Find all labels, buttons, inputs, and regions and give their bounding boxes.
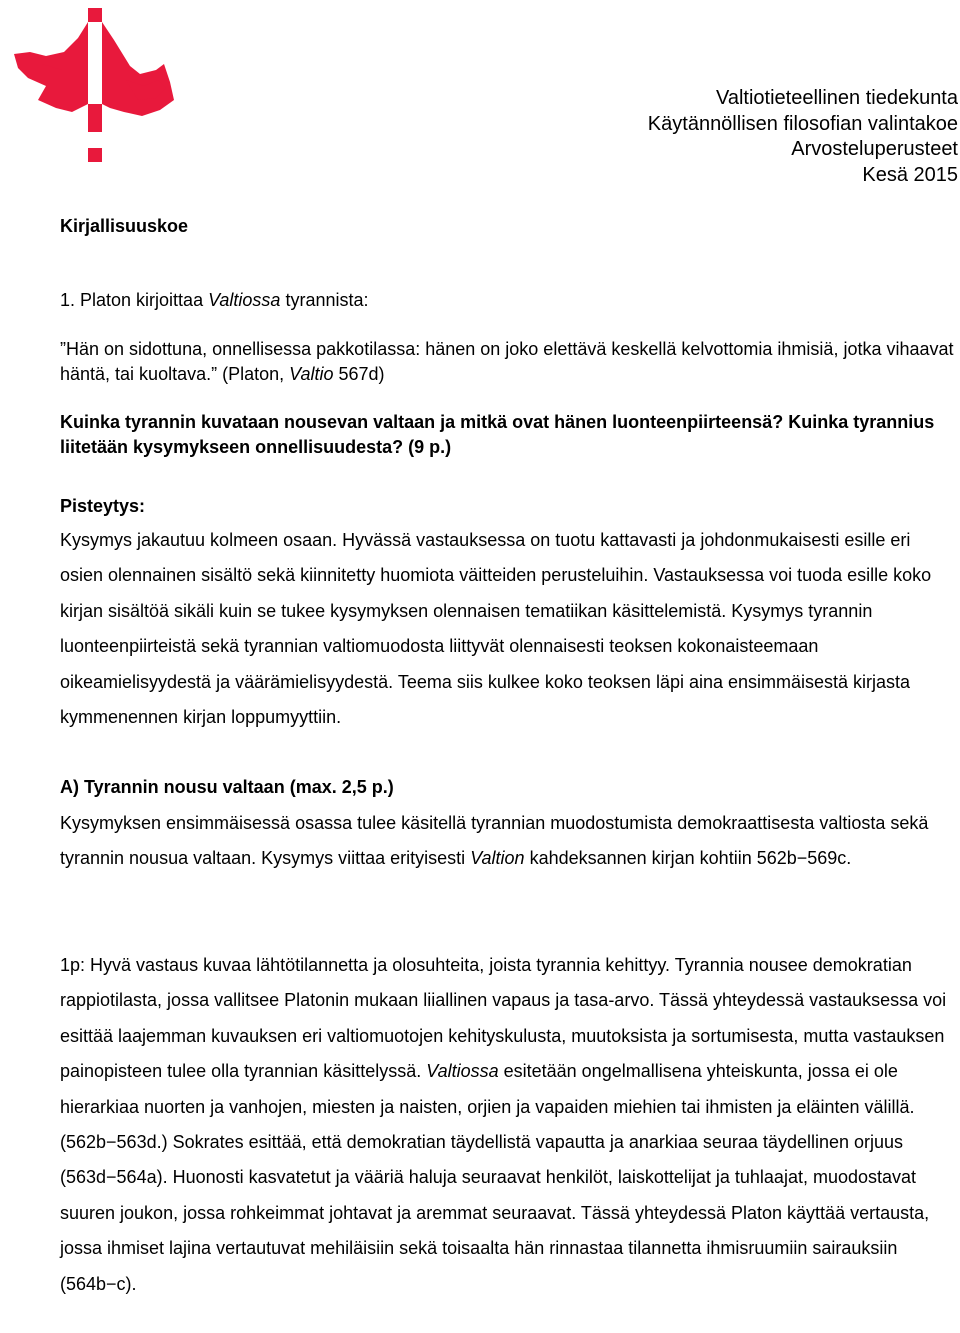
header-term: Kesä 2015 — [862, 163, 958, 186]
header-exam: Käytännöllisen filosofian valintakoe — [647, 112, 958, 135]
header-faculty: Valtiotieteellinen tiedekunta — [715, 87, 958, 109]
point-1-text: 1p: Hyvä vastaus kuvaa lähtötilannetta ja olosuhteita, joista tyrannia kehittyy. Tyrannia nousee demokratian rappiotilasta, jossa vallitsee Platonin mukaan liiallinen vapaus ja tasa-arvo. Tässä yhteydessä vastauksessa voi esittää laajemman kuvauksen eri valtiomuotojen kehityskulusta, muutoksista ja sortumisesta, mutta vastauksen painopisteen tulee olla tyrannian käsittelyssä. Valtiossa esitetään ongelmallisena yhteiskunta, jossa ei ole hierarkiaa nuorten ja vanhojen, miesten ja naisten, orjien ja vapaiden miehien tai ihmisten ja eläinten välillä. (562b−563d.) Sokrates esittää, että demokratian täydellistä vapautta ja anarkiaa seuraa täydellinen orjuus (563d−564a). Huonosti kasvatetut ja vääriä haluja seuraavat henkilöt, laiskottelijat ja tuhlaajat, muodostavat suuren joukon, jossa rohkeimmat johtavat ja aremmat seuraavat. Tässä yhteydessä Platon käyttää vertausta, jossa ihmiset lajina vertautuvat mehiläisiin sekä toisaalta hän rinnastaa tilannetta ihmisruumiin sairauksiin (564b−c). — [60, 955, 947, 1294]
part-a-text: Kysymyksen ensimmäisessä osassa tulee käsitellä tyrannian muodostumista demokraattisesta valtiosta sekä tyrannin nousua valtaan. Kysymys viittaa erityisesti Valtion kahdeksannen kirjan kohtiin 562b−569c. — [60, 813, 929, 869]
header-criteria: Arvosteluperusteet — [791, 138, 958, 160]
section-title: Kirjallisuuskoe — [60, 216, 189, 236]
part-a-title: A) Tyrannin nousu valtaan (max. 2,5 p.) — [60, 777, 394, 797]
question-quote: ”Hän on sidottuna, onnellisessa pakkotilassa: hänen on joko elettävä keskellä kelvottomia ihmisiä, jotka vihaavat häntä, tai kuoltava.” (Platon, Valtio 567d) — [60, 339, 954, 384]
faculty-header — [648, 86, 958, 188]
question-intro: 1. Platon kirjoittaa Valtiossa tyrannista: — [60, 290, 369, 310]
university-flame-logo — [6, 4, 178, 166]
scoring-text: Kysymys jakautuu kolmeen osaan. Hyvässä vastauksessa on tuotu kattavasti ja johdonmukaisesti esille eri osien olennainen sisältö sekä kiinnitetty huomiota väitteiden perusteluihin. Vastauksessa voi tuoda esille koko kirjan sisältöä sikäli kuin se tukee kysymyksen olennaisen tematiikan käsittelemistä. Kysymys tyrannin luonteenpiirteistä sekä tyrannian valtiomuodosta liittyvät olennaisesti teoksen kokonaisteemaan oikeamielisyydestä ja väärämielisyydestä. Teema siis kulkee koko teoksen läpi aina ensimmäisestä kirjasta kymmenennen kirjan loppumyyttiin. — [60, 530, 932, 728]
scoring-title: Pisteytys: — [60, 496, 146, 516]
question-task: Kuinka tyrannin kuvataan nousevan valtaan ja mitkä ovat hänen luonteenpiirteensä? Kuinka tyrannius liitetään kysymykseen onnellisuudesta? (9 p.) — [60, 412, 935, 457]
